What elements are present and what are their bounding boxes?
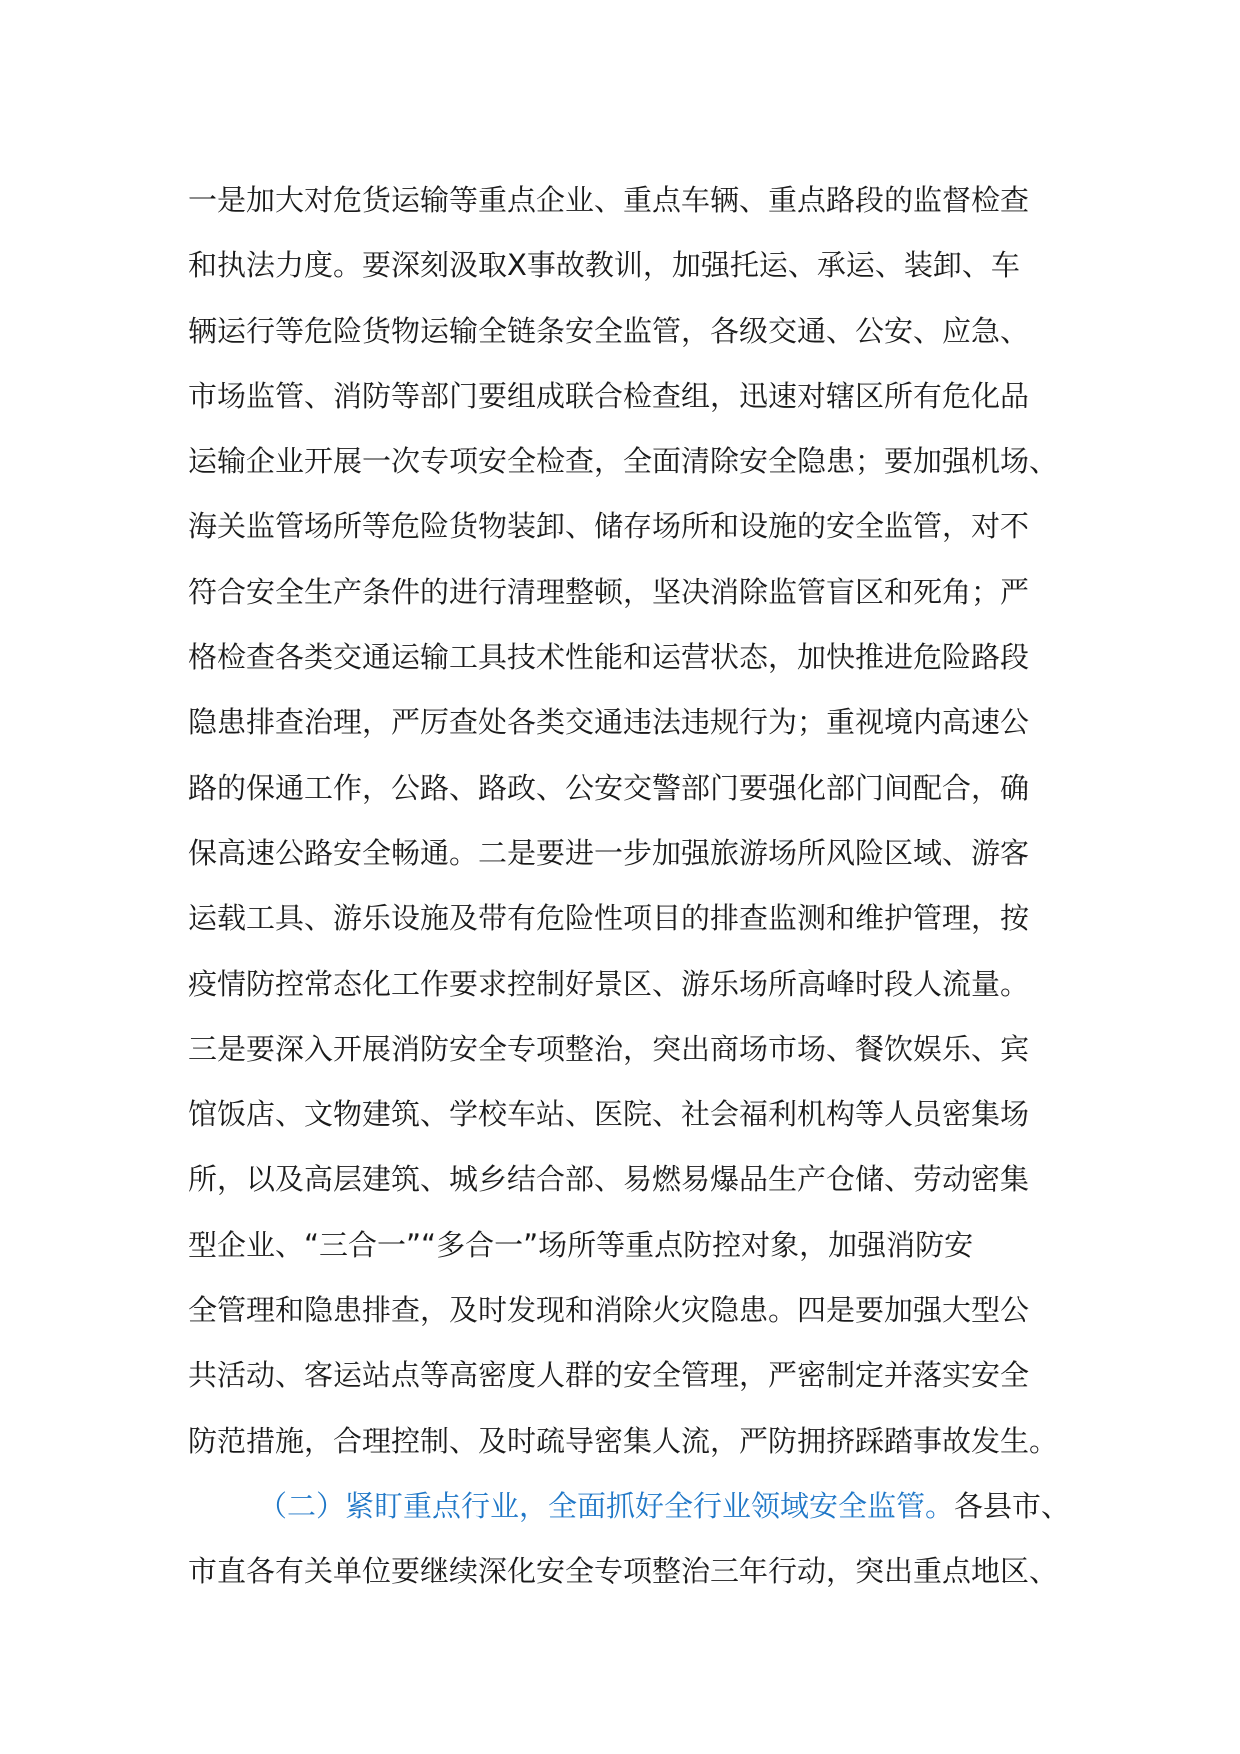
section-heading-tail: 各县市、	[954, 1488, 1071, 1523]
section-heading: （二）紧盯重点行业，全面抓好全行业领域安全监管。	[258, 1488, 955, 1523]
paragraph-line: 市场监管、消防等部门要组成联合检查组，迅速对辖区所有危化品	[188, 378, 1030, 413]
paragraph-line: 路的保通工作，公路、路政、公安交警部门要强化部门间配合，确	[188, 770, 1030, 805]
paragraph-line: 市直各有关单位要继续深化安全专项整治三年行动，突出重点地区、	[188, 1554, 1059, 1589]
paragraph-line: 运载工具、游乐设施及带有危险性项目的排查监测和维护管理，按	[188, 901, 1030, 936]
paragraph-line: 馆饭店、文物建筑、学校车站、医院、社会福利机构等人员密集场	[188, 1097, 1030, 1132]
paragraph-line: 海关监管场所等危险货物装卸、储存场所和设施的安全监管，对不	[188, 509, 1030, 544]
paragraph-line: 所，以及高层建筑、城乡结合部、易燃易爆品生产仓储、劳动密集	[188, 1162, 1030, 1197]
section-heading-line	[188, 1474, 1071, 1539]
paragraph-line: 一是加大对危货运输等重点企业、重点车辆、重点路段的监督检查	[188, 183, 1030, 217]
paragraph-line: 三是要深入开展消防安全专项整治，突出商场市场、餐饮娱乐、宾	[188, 1031, 1030, 1066]
paragraph-line: 疫情防控常态化工作要求控制好景区、游乐场所高峰时段人流量。	[188, 966, 1030, 1001]
paragraph-line: 符合安全生产条件的进行清理整顿，坚决消除监管盲区和死角；严	[188, 574, 1030, 609]
paragraph-line: 防范措施，合理控制、及时疏导密集人流，严防拥挤踩踏事故发生。	[188, 1423, 1059, 1458]
paragraph-line: 辆运行等危险货物运输全链条安全监管，各级交通、公安、应急、	[188, 313, 1030, 348]
paragraph-line: 格检查各类交通运输工具技术性能和运营状态，加快推进危险路段	[188, 640, 1030, 675]
paragraph-line: 全管理和隐患排查，及时发现和消除火灾隐患。四是要加强大型公	[188, 1293, 1030, 1328]
paragraph-line: 和执法力度。要深刻汲取Ⅹ事故教训，加强托运、承运、装卸、车	[188, 248, 1020, 283]
paragraph-line: 保高速公路安全畅通。二是要进一步加强旅游场所风险区域、游客	[188, 835, 1030, 870]
body-text	[188, 168, 1071, 1605]
paragraph-line: 隐患排查治理，严厉查处各类交通违法违规行为；重视境内高速公	[188, 705, 1030, 740]
paragraph-line: 共活动、客运站点等高密度人群的安全管理，严密制定并落实安全	[188, 1358, 1030, 1393]
paragraph-line: 运输企业开展一次专项安全检查，全面清除安全隐患；要加强机场、	[188, 444, 1059, 479]
paragraph-line: 型企业、“三合一”“多合一”场所等重点防控对象，加强消防安	[188, 1227, 974, 1262]
